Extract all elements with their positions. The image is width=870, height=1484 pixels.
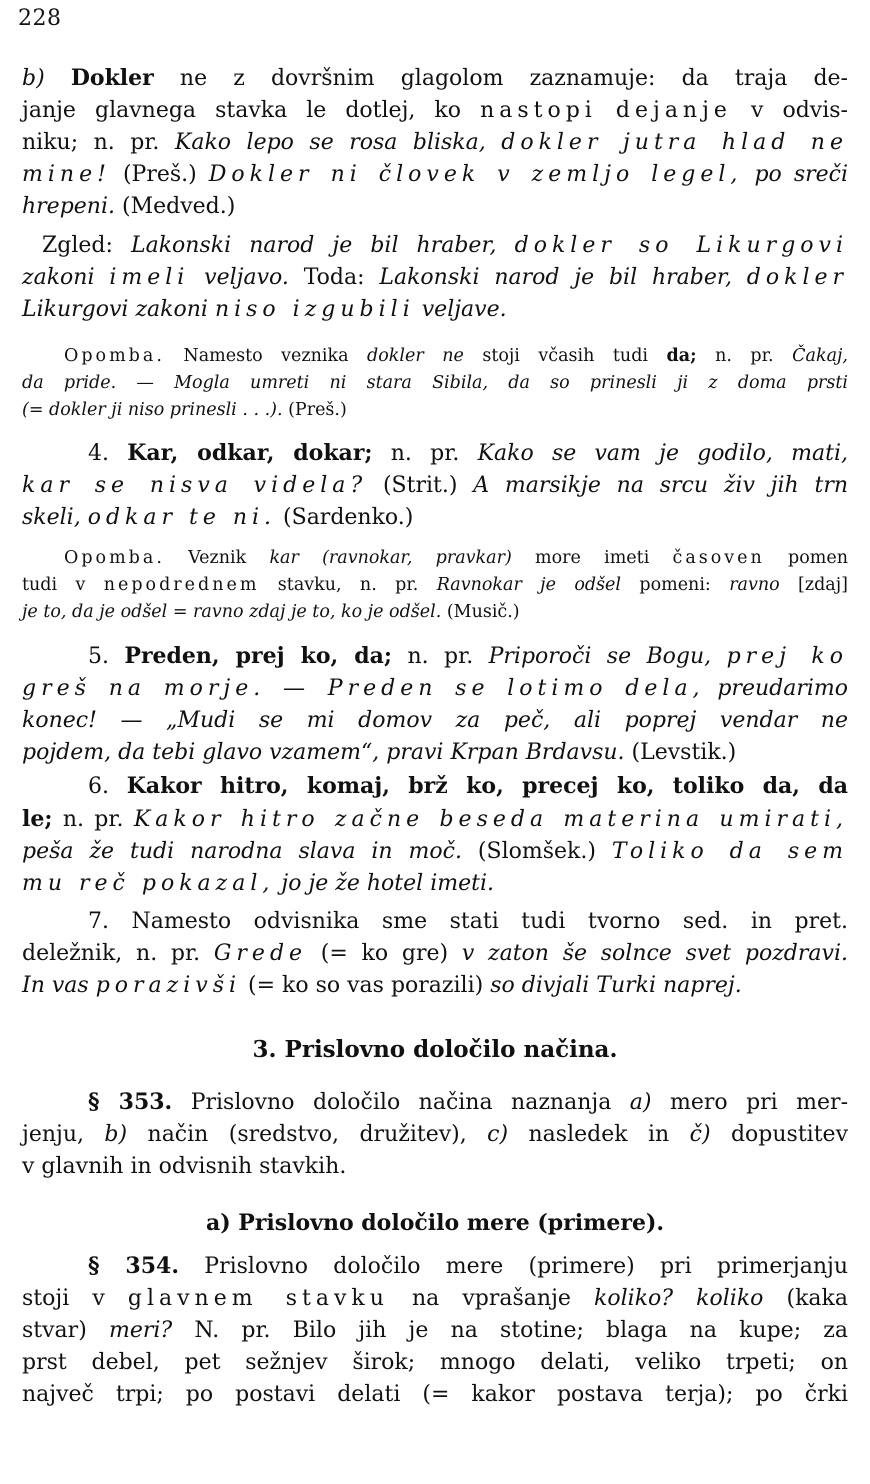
text-line: 7. Namesto odvisnika sme stati tudi tvorno sed. in pret. xyxy=(88,909,848,934)
note-kar xyxy=(22,545,848,626)
text-line: § 354. Prislovno določilo mere (primere) pri primerjanju xyxy=(88,1253,848,1279)
paragraph-preden xyxy=(22,640,848,769)
text-line: največ trpi; po postavi delati (= kakor postava terja); po črki xyxy=(22,1382,848,1407)
subsection-heading: a) Prislovno določilo mere (primere). xyxy=(205,1210,665,1236)
text-line: le; n. pr. Kakor hitro začne beseda materina umirati, xyxy=(22,806,848,832)
page-number: 228 xyxy=(18,6,62,31)
text-line: stvar) meri? N. pr. Bilo jih je na stotine; blaga na kupe; za xyxy=(22,1318,848,1343)
text-line: da pride. — Mogla umreti ni stara Sibila, da so prinesli ji z doma prsti xyxy=(22,373,848,393)
paragraph-354 xyxy=(22,1250,848,1411)
text-line: niku; n. pr. Kako lepo se rosa bliska, dokler jutra hlad ne xyxy=(22,130,848,155)
text-line: mine! (Preš.) Dokler ni človek v zemljo legel, po sreči xyxy=(22,162,848,187)
text-line: pojdem, da tebi glavo vzamem“, pravi Krpan Brdavsu. (Levstik.) xyxy=(22,740,737,765)
text-line: kar se nisva videla? (Strit.) A marsikje na srcu živ jih trn xyxy=(22,473,849,498)
text-line: (= dokler ji niso prinesli . . .). (Preš.) xyxy=(22,400,347,420)
text-line: zakoni imeli veljavo. Toda: Lakonski narod je bil hraber, dokler xyxy=(22,265,849,290)
text-line: v glavnih in odvisnih stavkih. xyxy=(22,1154,347,1179)
text-line: je to, da je odšel = ravno zdaj je to, ko je odšel. (Musič.) xyxy=(22,602,520,622)
text-line: b) Dokler ne z dovršnim glagolom zaznamuje: da traja de- xyxy=(22,65,848,91)
paragraph-kakor-hitro xyxy=(22,770,848,900)
text-line: Likurgovi zakoni niso izgubili veljave. xyxy=(22,297,507,322)
text-line: In vas porazivši (= ko so vas porazili) so divjali Turki naprej. xyxy=(22,973,742,998)
text-line: greš na morje. — Preden se lotimo dela, preudarimo xyxy=(22,676,848,701)
text-line: peša že tudi narodna slava in moč. (Slomšek.) Toliko da sem xyxy=(22,839,848,864)
paragraph-dokler-ne xyxy=(22,62,848,223)
text-line: mu reč pokazal, jo je že hotel imeti. xyxy=(22,871,494,896)
paragraph-kar xyxy=(22,437,848,534)
text-line: skeli, odkar te ni. (Sardenko.) xyxy=(22,505,414,530)
text-line: jenju, b) način (sredstvo, družitev), c) nasledek in č) dopustitev xyxy=(22,1122,848,1147)
text-line: konec! — „Mudi se mi domov za peč, ali poprej vendar ne xyxy=(22,708,848,733)
text-line: stoji v glavnem stavku na vprašanje koliko? koliko (kaka xyxy=(22,1286,848,1311)
text-line: janje glavnega stavka le dotlej, ko nastopi dejanje v odvis- xyxy=(22,98,848,123)
text-line: Zgled: Lakonski narod je bil hraber, dokler so Likurgovi xyxy=(42,233,848,258)
text-line: § 353. Prislovno določilo načina naznanja a) mero pri mer- xyxy=(88,1089,849,1115)
text-line: tudi v nepodrednem stavku, n. pr. Ravnokar je odšel pomeni: ravno [zdaj] xyxy=(22,575,848,595)
text-line: Opomba. Namesto veznika dokler ne stoji včasih tudi da; n. pr. Čakaj, xyxy=(64,346,848,366)
text-line: 5. Preden, prej ko, da; n. pr. Priporoči se Bogu, prej ko xyxy=(88,643,848,669)
text-line: Opomba. Veznik kar (ravnokar, pravkar) more imeti časoven pomen xyxy=(64,548,848,568)
paragraph-353 xyxy=(22,1086,848,1183)
note-dokler-ne xyxy=(22,343,848,424)
text-line: deležnik, n. pr. Grede (= ko gre) v zaton še solnce svet pozdravi. xyxy=(22,941,848,966)
text-line: 4. Kar, odkar, dokar; n. pr. Kako se vam je godilo, mati, xyxy=(88,440,848,466)
text-line: hrepeni. (Medved.) xyxy=(22,194,236,219)
paragraph-namesto xyxy=(22,906,848,1002)
paragraph-zgled xyxy=(22,230,848,326)
text-line: 6. Kakor hitro, komaj, brž ko, precej ko, toliko da, da xyxy=(88,773,848,799)
text-line: prst debel, pet sežnjev širok; mnogo delati, veliko trpeti; on xyxy=(22,1350,848,1375)
section-heading: 3. Prislovno določilo načina. xyxy=(252,1036,618,1063)
